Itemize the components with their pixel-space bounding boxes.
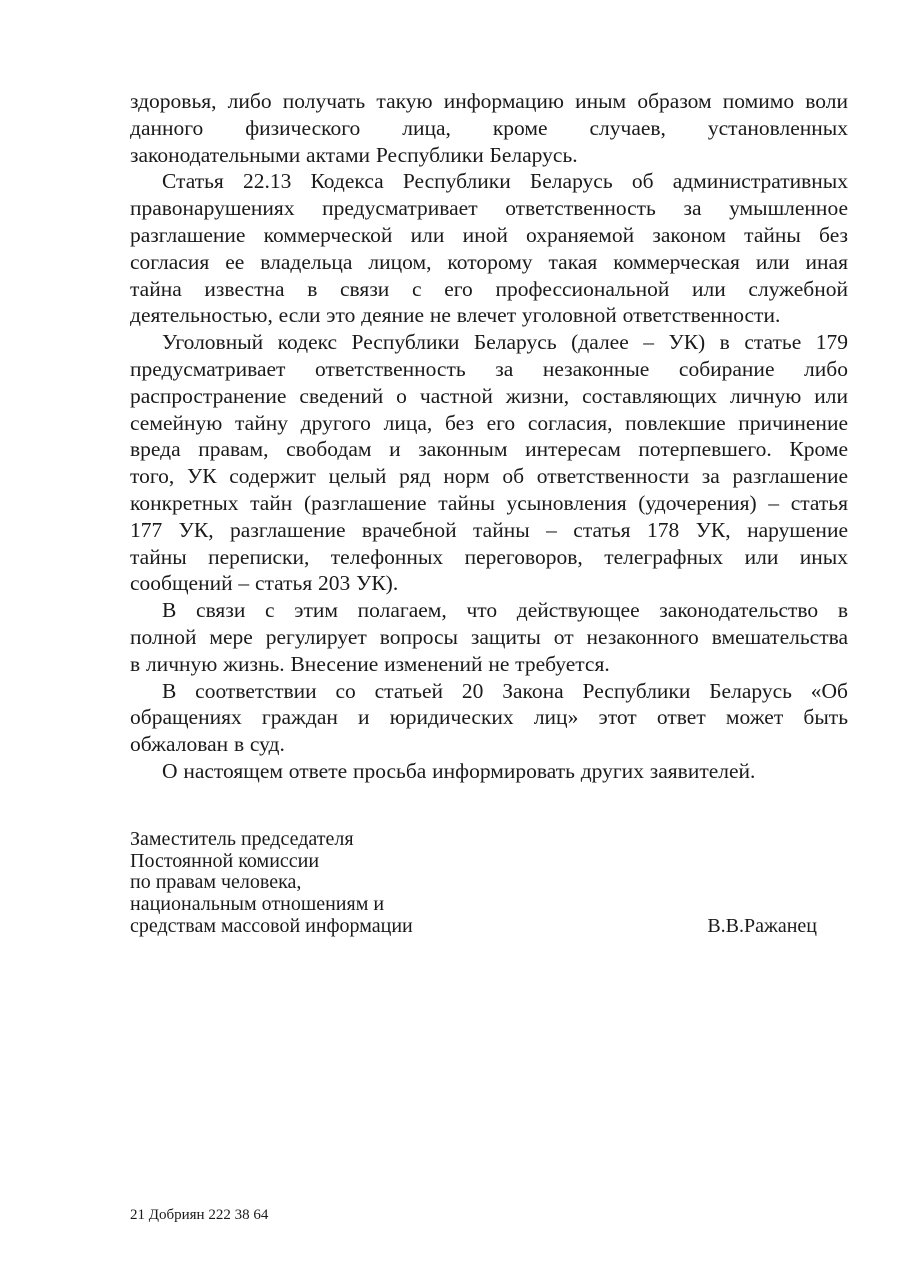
text-line: деятельностью, если это деяние не влечет уголовной ответственности. [130, 303, 781, 328]
executor-footnote: 21 Добриян 222 38 64 [130, 1207, 269, 1223]
text-line: в личную жизнь. Внесение изменений не требуется. [130, 651, 610, 676]
text-line: согласия ее владельца лицом, которому такая коммерческая или иная [130, 249, 848, 274]
text-line: конкретных тайн (разглашение тайны усыновления (удочерения) – статья [130, 490, 848, 515]
signature-block [130, 829, 817, 938]
text-line: данного физического лица, кроме случаев, установленных [130, 115, 848, 140]
signature-last-row [130, 916, 817, 938]
paragraph [130, 88, 848, 168]
letter-body [130, 88, 848, 938]
paragraph [130, 329, 848, 597]
text-line: обжалован в суд. [130, 732, 285, 757]
paragraph [130, 597, 848, 677]
text-line: Статья 22.13 Кодекса Республики Беларусь об административных [162, 169, 848, 194]
text-line: распространение сведений о частной жизни, составляющих личную или [130, 383, 848, 408]
text-line: сообщений – статья 203 УК). [130, 571, 399, 596]
text-line: В связи с этим полагаем, что действующее законодательство в [162, 598, 848, 623]
paragraph [130, 168, 848, 329]
text-line: разглашение коммерческой или иной охраняемой законом тайны без [130, 222, 848, 247]
signature-title-line: Постоянной комиссии [130, 849, 320, 872]
paragraphs-container [130, 88, 848, 785]
text-line: правонарушениях предусматривает ответственность за умышленное [130, 196, 848, 221]
text-line: вреда правам, свободам и законным интересам потерпевшего. Кроме [130, 437, 848, 462]
text-line: О настоящем ответе просьба информировать других заявителей. [162, 758, 756, 783]
text-line: законодательными актами Республики Беларусь. [130, 142, 578, 167]
signature-title-line: Заместитель председателя [130, 827, 354, 850]
text-line: обращениях граждан и юридических лиц» этот ответ может быть [130, 705, 848, 730]
text-line: 177 УК, разглашение врачебной тайны – статья 178 УК, нарушение [130, 517, 848, 542]
text-line: того, УК содержит целый ряд норм об ответственности за разглашение [130, 464, 848, 489]
text-line: предусматривает ответственность за незаконные собирание либо [130, 356, 848, 381]
signer-name: В.В.Ражанец [707, 914, 817, 937]
paragraph [130, 758, 848, 785]
text-line: В соответствии со статьей 20 Закона Республики Беларусь «Об [162, 678, 848, 703]
text-line: семейную тайну другого лица, без его согласия, повлекшие причинение [130, 410, 848, 435]
signature-title-line: средствам массовой информации [130, 914, 413, 937]
signature-title-line: национальным отношениям и [130, 893, 385, 916]
text-line: здоровья, либо получать такую информацию иным образом помимо воли [130, 89, 848, 113]
text-line: Уголовный кодекс Республики Беларусь (далее – УК) в статье 179 [162, 330, 848, 355]
signature-title-line: по правам человека, [130, 871, 302, 894]
paragraph [130, 678, 848, 758]
text-line: тайны переписки, телефонных переговоров, телеграфных или иных [130, 544, 848, 569]
text-line: тайна известна в связи с его профессиональной или служебной [130, 276, 848, 301]
text-line: полной мере регулирует вопросы защиты от незаконного вмешательства [130, 624, 848, 649]
